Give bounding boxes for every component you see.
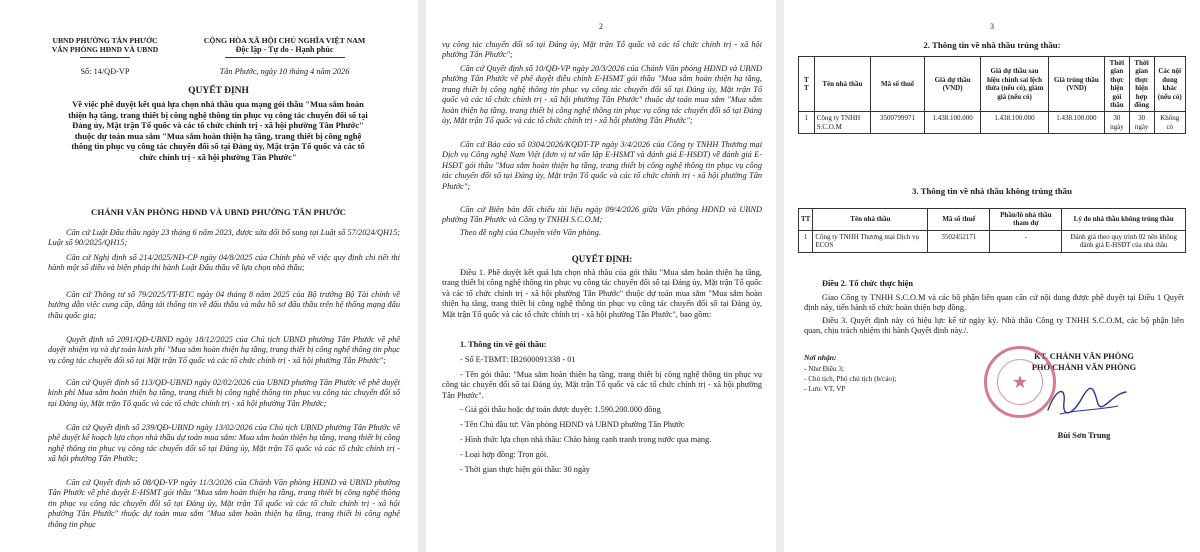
table-cell: Đánh giá theo quy trình 02 nên không đánh giá E-HSĐT của nhà thầu xyxy=(1062,230,1186,252)
legal-basis: Căn cứ Quyết định số 10/QĐ-VP ngày 20/3/2026 của Chánh Văn phòng HĐND và UBND phường Tân Phước về phê duyệt điều chỉnh E-HSMT gói thầu "Mua sắm hoàn thiện hạ tầng, trang thiết bị công nghệ thông tin phục vụ công tác chuyển đổi số tại Đảng ủy, Mặt trận Tổ quốc và các tổ chức chính trị - xã hội phường Tân Phước" thuộc dự toán mua sắm "Mua sắm hoàn thiện hạ tầng, trang thiết bị công nghệ thông tin phục vụ công tác chuyển đổi số tại Đảng ủy, Mặt trận Tổ quốc và các tổ chức chính trị - xã hội phường Tân Phước"; xyxy=(442,64,762,126)
motto-underline xyxy=(225,57,345,58)
nation-motto: Độc lập - Tự do - Hạnh phúc xyxy=(235,45,334,54)
legal-basis: Căn cứ Thông tư số 79/2025/TT-BTC ngày 04 tháng 8 năm 2025 của Bộ trưởng Bộ Tài chính về hướng dẫn việc cung cấp, đăng tải thông tin về đấu thầu và mẫu hồ sơ đấu thầu trên hệ thống mạng đấu thầu quốc gia; xyxy=(48,290,400,320)
legal-basis: Căn cứ Quyết định số 239/QĐ-UBND ngày 13/02/2026 của Chủ tịch UBND phường Tân Phước về phê duyệt kế hoạch lựa chọn nhà thầu dự toán mua sắm: Mua sắm hoàn thiện hạ tầng, trang thiết bị công nghệ thông tin phục vụ công tác chuyển đổi số tại Đảng ủy, Mặt trận Tổ quốc và các tổ chức chính trị - xã hội phường Tân Phước; xyxy=(48,423,400,464)
table-header-cell: Phần/lô nhà thầu tham dự xyxy=(990,209,1062,231)
table-cell: 30 ngày xyxy=(1105,112,1130,134)
recipients-title: Nơi nhận: xyxy=(804,353,837,362)
decision-heading: QUYẾT ĐỊNH: xyxy=(571,254,633,264)
table-cell: 3500799971 xyxy=(871,112,925,134)
table-header-cell: Giá dự thầu (VND) xyxy=(925,57,981,112)
table-header-cell: Tên nhà thầu xyxy=(813,209,928,231)
signature-title-deputy: PHÓ CHÁNH VĂN PHÒNG xyxy=(1031,363,1137,372)
table-cell: 3502452171 xyxy=(928,230,990,252)
table-cell: 1.438.100.000 xyxy=(981,112,1049,134)
article-3: Điều 3. Quyết định này có hiệu lực kể từ ngày ký. Nhà thầu Công ty TNHH S.C.O.M, các bộ phận liên quan, chịu trách nhiệm thi hành Quyết định này./. xyxy=(804,316,1184,336)
nation-title: CỘNG HÒA XÃ HỘI CHỦ NGHĨA VIỆT NAM xyxy=(203,36,366,45)
document-page-2 xyxy=(426,0,776,552)
table-header-cell: Thời gian thực hiện hợp đồng xyxy=(1129,57,1154,112)
package-info-item: - Số E-TBMT: IB2600091338 - 01 xyxy=(460,355,576,364)
package-info-item: - Tên gói thầu: "Mua sắm hoàn thiện hạ tầng, trang thiết bị công nghệ thông tin phục vụ công tác chuyển đổi số tại Đảng ủy, Mặt trận Tổ quốc và các tổ chức chính trị - xã hội phường Tân Phước". xyxy=(442,370,762,400)
table-header-cell: Các nội dung khác (nếu có) xyxy=(1154,57,1186,112)
org-line-1: UBND PHƯỜNG TÂN PHƯỚC xyxy=(52,36,158,45)
legal-basis: Căn cứ Quyết định số 113/QĐ-UBND ngày 02/02/2026 của UBND phường Tân Phước về phê duyệt kinh phí Mua sắm hoàn thiện hạ tầng, trang thiết bị công nghệ thông tin phục vụ công tác chuyển đổi số tại Đảng ủy, Mặt trận Tổ quốc và các tổ chức chính trị - xã hội phường Tân Phước; xyxy=(48,378,400,408)
document-page-3 xyxy=(784,0,1200,552)
table-header-cell: T T xyxy=(799,57,815,112)
table-cell: - xyxy=(990,230,1062,252)
table-cell: Công ty TNHH Thương mại Dịch vụ ECOS xyxy=(813,230,928,252)
table-header-cell: Lý do nhà thầu không trúng thầu xyxy=(1062,209,1186,231)
table-header-cell: TT xyxy=(799,209,813,231)
table-header-row xyxy=(799,209,1186,231)
signature-title: KT. CHÁNH VĂN PHÒNG xyxy=(1034,352,1134,361)
section-2-heading: 2. Thông tin về nhà thầu trúng thầu: xyxy=(923,40,1061,50)
legal-basis: Theo đề nghị của Chuyên viên Văn phòng. xyxy=(460,228,602,237)
table-cell: 1.438.100.000 xyxy=(925,112,981,134)
losing-bidder-table xyxy=(798,208,1186,253)
legal-basis: Căn cứ Quyết định số 08/QĐ-VP ngày 11/3/2026 của Chánh Văn phòng HĐND và UBND phường Tân Phước về phê duyệt E-HSMT gói thầu "Mua sắm hoàn thiện hạ tầng, trang thiết bị công nghệ thông tin phục vụ công tác chuyển đổi số tại Đảng ủy, Mặt trận Tổ quốc và các tổ chức chính trị - xã hội phường Tân Phước" thuộc dự toán mua sắm "Mua sắm hoàn thiện hạ tầng, trang thiết bị công nghệ thông tin phục xyxy=(48,478,400,529)
table-row xyxy=(799,230,1186,252)
issuing-authority: CHÁNH VĂN PHÒNG HĐND VÀ UBND PHƯỜNG TÂN PHƯỚC xyxy=(91,207,346,217)
legal-basis: Căn cứ Báo cáo số 0304/2026/KQĐT-TP ngày 3/4/2026 của Công ty TNHH Thương mại Dịch vụ Công nghệ Nam Việt (đơn vị tư vấn lập E-HSMT và đánh giá E-HSĐT) về đánh giá E-HSĐT gói thầu "Mua sắm hoàn thiện hạ tầng, trang thiết bị công nghệ thông tin phục vụ công tác chuyển đổi số tại Đảng ủy, Mặt trận Tổ quốc và các tổ chức chính trị - xã hội phường Tân Phước"; xyxy=(442,140,762,191)
signer-name: Bùi Sơn Trung xyxy=(1057,431,1111,440)
seal-center xyxy=(997,359,1043,405)
table-cell: 1.438.100.000 xyxy=(1048,112,1104,134)
document-date: Tân Phước, ngày 10 tháng 4 năm 2026 xyxy=(219,67,350,76)
table-header-cell: Giá trúng thầu (VND) xyxy=(1048,57,1104,112)
legal-basis-continuation: vụ công tác chuyển đổi số tại Đảng ủy, Mặt trận Tổ quốc và các tổ chức chính trị - xã hội phường Tân Phước"; xyxy=(442,40,762,60)
document-page-1 xyxy=(0,0,418,552)
table-row xyxy=(799,112,1186,134)
star-icon: ★ xyxy=(1011,372,1029,392)
article-2-heading: Điều 2. Tổ chức thực hiện xyxy=(822,279,913,288)
org-line-2: VĂN PHÒNG HĐND VÀ UBND xyxy=(51,45,159,54)
document-number: Số: 14/QĐ-VP xyxy=(80,67,130,76)
winning-bidder-table xyxy=(798,56,1186,134)
page-number: 3 xyxy=(990,22,994,31)
table-cell: 30 ngày xyxy=(1129,112,1154,134)
article-2-text: Giao Công ty TNHH S.C.O.M và các bộ phận liên quan căn cứ nội dung được phê duyệt tại Điều 1 Quyết định này, tiến hành tổ chức hoàn thiện hợp đồng. xyxy=(804,293,1184,313)
section-1-heading: 1. Thông tin về gói thầu: xyxy=(460,340,547,349)
table-header-cell: Giá dự thầu sau hiệu chỉnh sai lệch thừa (nếu có), giảm giá (nếu có) xyxy=(981,57,1049,112)
package-info-item: - Hình thức lựa chọn nhà thầu: Chào hàng cạnh tranh trong nước qua mạng. xyxy=(460,435,712,444)
package-info-item: - Loại hợp đồng: Trọn gói. xyxy=(460,450,549,459)
package-info-item: - Tên Chủ đầu tư: Văn phòng HĐND và UBND phường Tân Phước xyxy=(460,420,685,429)
handwritten-signature xyxy=(1042,380,1132,422)
section-3-heading: 3. Thông tin về nhà thầu không trúng thầu xyxy=(912,186,1072,196)
table-header-cell: Tên nhà thầu xyxy=(814,57,870,112)
article-1: Điều 1. Phê duyệt kết quả lựa chọn nhà thầu của gói thầu "Mua sắm hoàn thiện hạ tầng, trang thiết bị công nghệ thông tin phục vụ công tác chuyển đổi số tại Đảng ủy, Mặt trận Tổ quốc và các tổ chức chính trị - xã hội phường Tân Phước" thuộc dự toán mua sắm "Mua sắm hoàn thiện hạ tầng, trang thiết bị công nghệ thông tin phục vụ công tác chuyển đổi số tại Đảng ủy, Mặt trận Tổ quốc và các tổ chức chính trị - xã hội phường Tân Phước", bao gồm: xyxy=(442,268,762,319)
recipient-item: - Lưu: VT, VP xyxy=(804,385,846,393)
document-subject: Về việc phê duyệt kết quả lựa chọn nhà thầu qua mạng gói thầu "Mua sắm hoàn thiện hạ tầng, trang thiết bị công nghệ thông tin phục vụ công tác chuyển đổi số tại Đảng ủy, Mặt trận Tổ quốc và các tổ chức chính trị - xã hội phường Tân Phước" thuộc dự toán mua sắm "Mua sắm hoàn thiện hạ tầng, trang thiết bị công nghệ thông tin phục vụ công tác chuyển đổi số tại Đảng ủy, Mặt trận Tổ quốc và các tổ chức chính trị - xã hội phường Tân Phước" xyxy=(68,99,368,162)
package-info-item: - Giá gói thầu hoặc dự toán được duyệt: 1.590.200.000 đồng xyxy=(460,405,661,414)
table-header-cell: Mã số thuế xyxy=(871,57,925,112)
legal-basis: Căn cứ Nghị định số 214/2025/NĐ-CP ngày 04/8/2025 của Chính phủ về việc quy định chi tiết thi hành một số điều và biện pháp thi hành Luật Đấu thầu về lựa chọn nhà thầu; xyxy=(48,253,400,273)
table-header-row xyxy=(799,57,1186,112)
table-cell: Công ty TNHH S.C.O.M xyxy=(814,112,870,134)
package-info-item: - Thời gian thực hiện gói thầu: 30 ngày xyxy=(460,465,590,474)
org-underline xyxy=(80,57,130,58)
table-cell: 1 xyxy=(799,112,815,134)
recipient-item: - Chủ tịch, Phó chủ tịch (b/cáo); xyxy=(804,375,897,383)
legal-basis: Quyết định số 2091/QĐ-UBND ngày 18/12/2025 của Chủ tịch UBND phường Tân Phước về phê duyệt nhiệm vụ và dự toán kinh phí "Mua sắm hoàn thiện hạ tầng, trang thiết bị công nghệ thông tin phục vụ công tác chuyển đổi số tại Mặt trận Tổ quốc và các tổ chức chính trị - xã hội phường Tân Phước"; xyxy=(48,335,400,365)
recipient-item: - Như Điều 3; xyxy=(804,365,845,373)
document-type: QUYẾT ĐỊNH xyxy=(188,86,249,96)
page-number: 2 xyxy=(599,22,603,31)
table-header-cell: Mã số thuế xyxy=(928,209,990,231)
table-cell: 1 xyxy=(799,230,813,252)
table-cell: Không có xyxy=(1154,112,1186,134)
legal-basis: Căn cứ Luật Đấu thầu ngày 23 tháng 6 năm 2023, được sửa đổi bổ sung tại Luật số 57/2024/QH15; Luật số 90/2025/QH15; xyxy=(48,228,400,248)
legal-basis: Căn cứ Biên bản đối chiếu tài liệu ngày 09/4/2026 giữa Văn phòng HĐND và UBND phường Tân Phước và Công ty TNHH S.C.O.M; xyxy=(442,205,762,225)
table-header-cell: Thời gian thực hiện gói thầu xyxy=(1105,57,1130,112)
